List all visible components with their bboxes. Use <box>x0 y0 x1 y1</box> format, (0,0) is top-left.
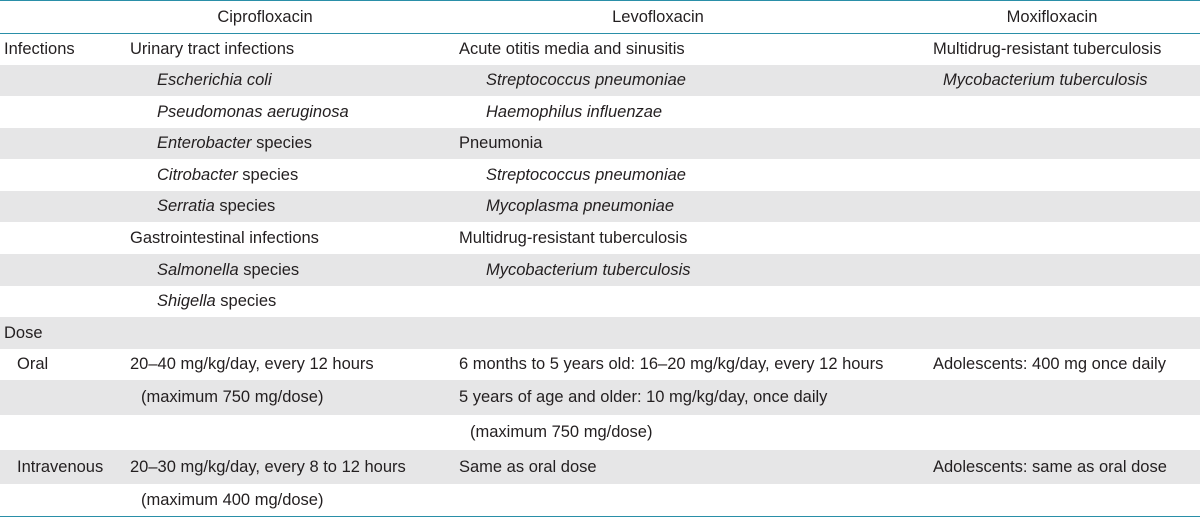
table-row <box>0 33 1200 65</box>
cell-text: (maximum 750 mg/dose) <box>141 388 324 406</box>
levofloxacin-cell <box>459 450 597 484</box>
ciprofloxacin-cell <box>157 128 312 159</box>
header-levofloxacin: Levofloxacin <box>612 7 704 26</box>
cell-text: (maximum 400 mg/dose) <box>141 490 324 509</box>
cell-text: Multidrug-resistant tuberculosis <box>933 39 1162 58</box>
row-label: Intravenous <box>17 457 104 476</box>
ciprofloxacin-cell <box>157 65 272 96</box>
levofloxacin-cell <box>486 191 674 222</box>
italic-text: Mycobacterium tuberculosis <box>943 71 1148 89</box>
italic-text: Mycobacterium tuberculosis <box>486 260 691 279</box>
cell-text: Gastrointestinal infections <box>130 228 319 247</box>
row-label: Dose <box>4 323 43 342</box>
italic-text: Serratia <box>157 197 215 215</box>
italic-text: Streptococcus pneumoniae <box>486 165 686 184</box>
ciprofloxacin-cell <box>157 159 298 191</box>
italic-text: Enterobacter <box>157 134 252 152</box>
ciprofloxacin-cell <box>157 191 275 222</box>
italic-text: Citrobacter <box>157 165 238 184</box>
italic-text: Streptococcus pneumoniae <box>486 71 686 89</box>
cell-text: Multidrug-resistant tuberculosis <box>459 228 688 247</box>
ciprofloxacin-cell <box>130 33 294 65</box>
cell-text: species <box>251 134 313 152</box>
italic-text: Haemophilus influenzae <box>486 102 663 121</box>
levofloxacin-cell <box>459 33 685 65</box>
ciprofloxacin-cell <box>157 96 349 128</box>
cell-text: Urinary tract infections <box>130 39 295 58</box>
levofloxacin-cell <box>486 254 691 286</box>
table-row <box>0 415 1200 450</box>
italic-text: Mycoplasma pneumoniae <box>486 197 675 215</box>
italic-text: Salmonella <box>157 260 239 279</box>
italic-text: Escherichia coli <box>157 71 272 89</box>
table-row <box>0 349 1200 380</box>
table-row <box>0 254 1200 286</box>
table-row <box>0 222 1200 254</box>
cell-text: Pneumonia <box>459 134 543 152</box>
ciprofloxacin-cell <box>130 349 374 380</box>
cell-text: species <box>215 292 277 310</box>
ciprofloxacin-cell <box>141 380 323 415</box>
levofloxacin-cell <box>459 222 687 254</box>
table-row <box>0 286 1200 317</box>
moxifloxacin-cell <box>933 349 1166 380</box>
row-label: Oral <box>17 355 49 373</box>
table-row <box>0 380 1200 415</box>
ciprofloxacin-cell <box>130 450 406 484</box>
cell-text: species <box>238 260 300 279</box>
cell-text: 5 years of age and older: 10 mg/kg/day, once daily <box>459 388 828 406</box>
header-row <box>0 1 1200 33</box>
moxifloxacin-cell <box>933 450 1167 484</box>
cell-text: species <box>237 165 299 184</box>
levofloxacin-cell <box>486 159 686 191</box>
ciprofloxacin-cell <box>157 254 299 286</box>
levofloxacin-cell <box>486 96 662 128</box>
cell-text: Adolescents: 400 mg once daily <box>933 355 1166 373</box>
table-row <box>0 128 1200 159</box>
cell-text: species <box>214 197 276 215</box>
ciprofloxacin-cell <box>141 484 323 516</box>
levofloxacin-cell <box>459 128 542 159</box>
table-row <box>0 484 1200 516</box>
header-moxifloxacin: Moxifloxacin <box>1006 7 1098 26</box>
levofloxacin-cell <box>459 380 827 415</box>
ciprofloxacin-cell <box>157 286 276 317</box>
table-row <box>0 317 1200 349</box>
ciprofloxacin-cell <box>130 222 319 254</box>
moxifloxacin-cell <box>943 65 1148 96</box>
cell-text: (maximum 750 mg/dose) <box>470 423 653 441</box>
cell-text: Same as oral dose <box>459 457 597 476</box>
levofloxacin-cell <box>459 349 883 380</box>
moxifloxacin-cell <box>933 33 1161 65</box>
cell-text: Adolescents: same as oral dose <box>933 457 1167 476</box>
table-row <box>0 65 1200 96</box>
table-row <box>0 191 1200 222</box>
table-row <box>0 96 1200 128</box>
bottom-rule <box>0 516 1200 517</box>
table-row <box>0 159 1200 191</box>
levofloxacin-cell <box>486 65 686 96</box>
italic-text: Pseudomonas aeruginosa <box>157 102 349 121</box>
italic-text: Shigella <box>157 292 216 310</box>
table-row <box>0 450 1200 484</box>
cell-text: 6 months to 5 years old: 16–20 mg/kg/day, every 12 hours <box>459 355 884 373</box>
levofloxacin-cell <box>470 415 652 450</box>
cell-text: Acute otitis media and sinusitis <box>459 39 685 58</box>
cell-text: 20–40 mg/kg/day, every 12 hours <box>130 355 374 373</box>
header-ciprofloxacin: Ciprofloxacin <box>217 7 313 26</box>
row-label: Infections <box>4 39 75 58</box>
cell-text: 20–30 mg/kg/day, every 8 to 12 hours <box>130 457 406 476</box>
